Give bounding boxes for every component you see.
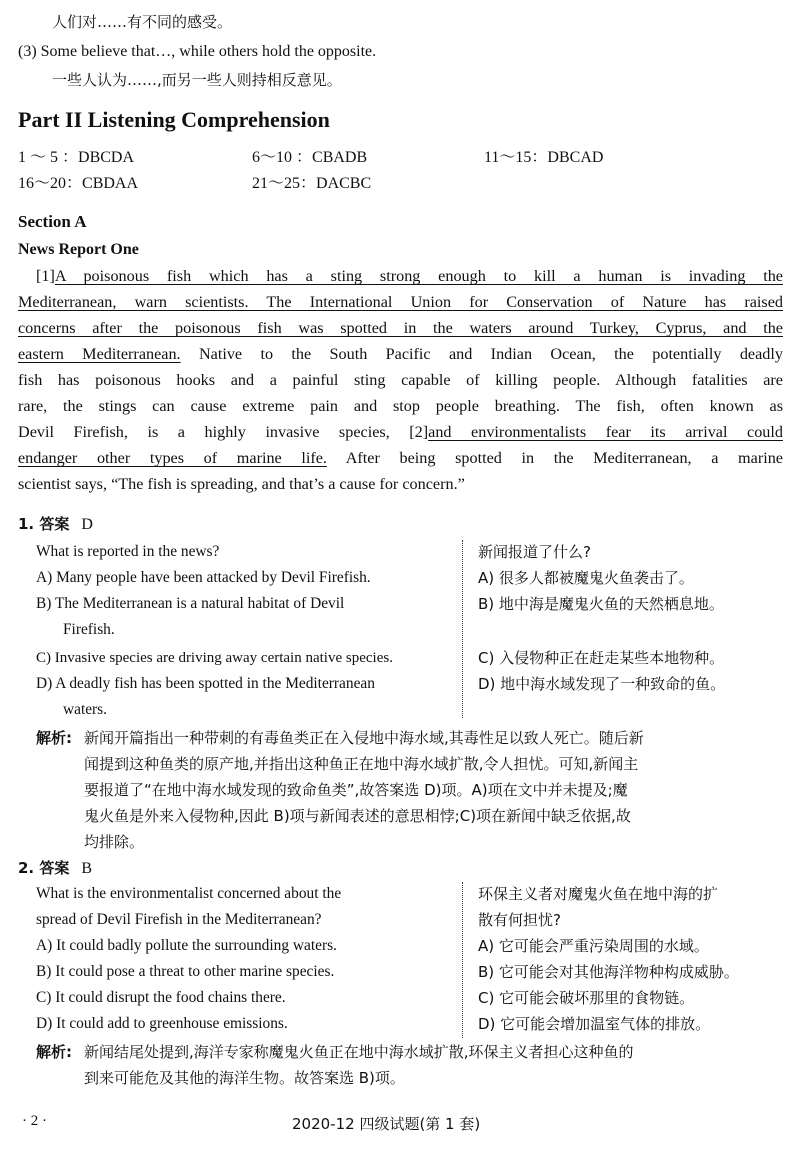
q2-answer-line (18, 856, 92, 881)
answer-key-3 (484, 146, 603, 170)
q1-option-d-zh: D) 地中海水域发现了一种致命的鱼。 (478, 675, 726, 693)
answer-letter: D (81, 516, 93, 533)
q2-option-c-en: C) It could disrupt the food chains there. (36, 989, 286, 1006)
part-title: Part II Listening Comprehension (18, 107, 330, 132)
q1-analysis-line-1: 新闻开篇指出一种带刺的有毒鱼类正在入侵地中海水域,其毒性足以致人死亡。随后新 (84, 729, 644, 747)
q2-option-a-en: A) It could badly pollute the surrounding waters. (36, 937, 337, 954)
q2-option-c-zh: C) 它可能会破坏那里的食物链。 (478, 989, 695, 1007)
q1-option-b-en-cont: Firefish. (63, 621, 115, 638)
passage-line-5: fish has poisonous hooks and a painful sting capable of killing people. Although fatalities are (18, 371, 783, 389)
section-title: Section A (18, 212, 87, 231)
footer-caption: 2020-12 四级试题(第 1 套) (292, 1115, 481, 1133)
q2-analysis-label: 解析: (36, 1043, 72, 1061)
answer-range: 16～20： (18, 175, 83, 192)
passage-line-1 (36, 264, 783, 288)
underlined-text: eastern Mediterranean. (18, 345, 181, 363)
underlined-text: and environmentalists fear its arrival could (428, 423, 783, 441)
answer-range: 21～25： (252, 175, 317, 192)
passage-line-4 (18, 342, 783, 366)
answer-range: 6～10 ： (252, 149, 313, 166)
passage-line-9: scientist says, “The fish is spreading, and that’s a cause for concern.” (18, 475, 465, 493)
marker-2: [2] (409, 423, 429, 441)
answer-label: 1. 答案 (18, 515, 70, 533)
q2-analysis-line-1: 新闻结尾处提到,海洋专家称魔鬼火鱼正在地中海水域扩散,环保主义者担心这种鱼的 (84, 1043, 634, 1061)
passage-line-3 (18, 316, 783, 340)
answer-letters: DACBC (316, 175, 372, 192)
passage-line-2 (18, 290, 783, 314)
passage-line-8 (18, 446, 783, 470)
intro-line-2: (3) Some believe that…, while others hold the opposite. (18, 43, 377, 60)
q1-option-a-en: A) Many people have been attacked by Devil Firefish. (36, 569, 371, 586)
q2-option-b-en: B) It could pose a threat to other marine species. (36, 963, 335, 980)
answer-letters: DBCAD (547, 149, 604, 166)
marker-1: [1] (36, 267, 55, 285)
q1-option-b-zh: B) 地中海是魔鬼火鱼的天然栖息地。 (478, 595, 724, 613)
underlined-text: endanger other types of marine life. (18, 449, 327, 467)
column-divider (462, 540, 463, 718)
answer-key-1 (18, 146, 134, 170)
page-number: · 2 · (22, 1113, 47, 1129)
q2-analysis-line-2: 到来可能危及其他的海洋生物。故答案选 B)项。 (84, 1069, 405, 1087)
q1-analysis-line-3: 要报道了“在地中海水域发现的致命鱼类”,故答案选 D)项。A)项在文中并未提及;魔 (84, 781, 628, 799)
plain-text: Devil Firefish, is a highly invasive species, (18, 423, 410, 441)
answer-letters: DBCDA (78, 149, 135, 166)
answer-range: 11～15： (484, 149, 548, 166)
q2-question-zh-line-2: 散有何担忧? (478, 911, 561, 929)
q2-option-d-en: D) It could add to greenhouse emissions. (36, 1015, 288, 1032)
q1-analysis-line-5: 均排除。 (84, 833, 145, 851)
q2-option-d-zh: D) 它可能会增加温室气体的排放。 (478, 1015, 711, 1033)
q1-analysis-label: 解析: (36, 729, 72, 747)
q1-option-c-zh: C) 入侵物种正在赶走某些本地物种。 (478, 649, 725, 667)
report-title: News Report One (18, 241, 139, 258)
q1-question-zh: 新闻报道了什么? (478, 543, 591, 561)
q1-answer-line (18, 512, 93, 537)
q2-option-a-zh: A) 它可能会严重污染周围的水域。 (478, 937, 709, 955)
answer-letters: CBADB (312, 149, 368, 166)
intro-line-3: 一些人认为……,而另一些人则持相反意见。 (52, 71, 342, 89)
answer-key-2 (252, 146, 367, 170)
passage-line-7 (18, 420, 783, 444)
passage-line-6: rare, the stings can cause extreme pain and stop people breathing. The fish, often known as (18, 397, 783, 415)
q1-question-en: What is reported in the news? (36, 543, 220, 560)
q1-option-b-en: B) The Mediterranean is a natural habitat of Devil (36, 595, 345, 612)
answer-range: 1 ～ 5 ： (18, 149, 79, 166)
q1-option-d-en-cont: waters. (63, 701, 108, 718)
q2-question-en-line-2: spread of Devil Firefish in the Mediterranean? (36, 911, 322, 928)
underlined-text: concerns after the poisonous fish was spotted in the waters around Turkey, Cyprus, and the (18, 319, 783, 337)
q1-option-c-en: C) Invasive species are driving away certain native species. (36, 650, 393, 666)
underlined-text: Mediterranean, warn scientists. The International Union for Conservation of Nature has raised (18, 293, 783, 311)
plain-text: After being spotted in the Mediterranean, a marine (326, 449, 783, 467)
intro-line-1: 人们对……有不同的感受。 (52, 13, 233, 31)
q1-option-a-zh: A) 很多人都被魔鬼火鱼袭击了。 (478, 569, 694, 587)
q1-option-d-en: D) A deadly fish has been spotted in the Mediterranean (36, 675, 375, 692)
q1-analysis-line-4: 鬼火鱼是外来入侵物种,因此 B)项与新闻表述的意思相悖;C)项在新闻中缺乏依据,故 (84, 807, 631, 825)
underlined-text: A poisonous fish which has a sting strong enough to kill a human is invading the (54, 267, 783, 285)
plain-text: Native to the South Pacific and Indian Ocean, the potentially deadly (180, 345, 783, 363)
column-divider (462, 882, 463, 1038)
answer-label: 2. 答案 (18, 859, 70, 877)
answer-letter: B (81, 860, 93, 877)
q2-option-b-zh: B) 它可能会对其他海洋物种构成威胁。 (478, 963, 739, 981)
answer-key-4 (18, 172, 138, 196)
answer-letters: CBDAA (82, 175, 139, 192)
q1-analysis-line-2: 闻提到这种鱼类的原产地,并指出这种鱼正在地中海水域扩散,令人担忧。可知,新闻主 (84, 755, 639, 773)
answer-key-5 (252, 172, 371, 196)
q2-question-zh-line-1: 环保主义者对魔鬼火鱼在地中海的扩 (478, 885, 719, 903)
q2-question-en-line-1: What is the environmentalist concerned about the (36, 885, 342, 902)
